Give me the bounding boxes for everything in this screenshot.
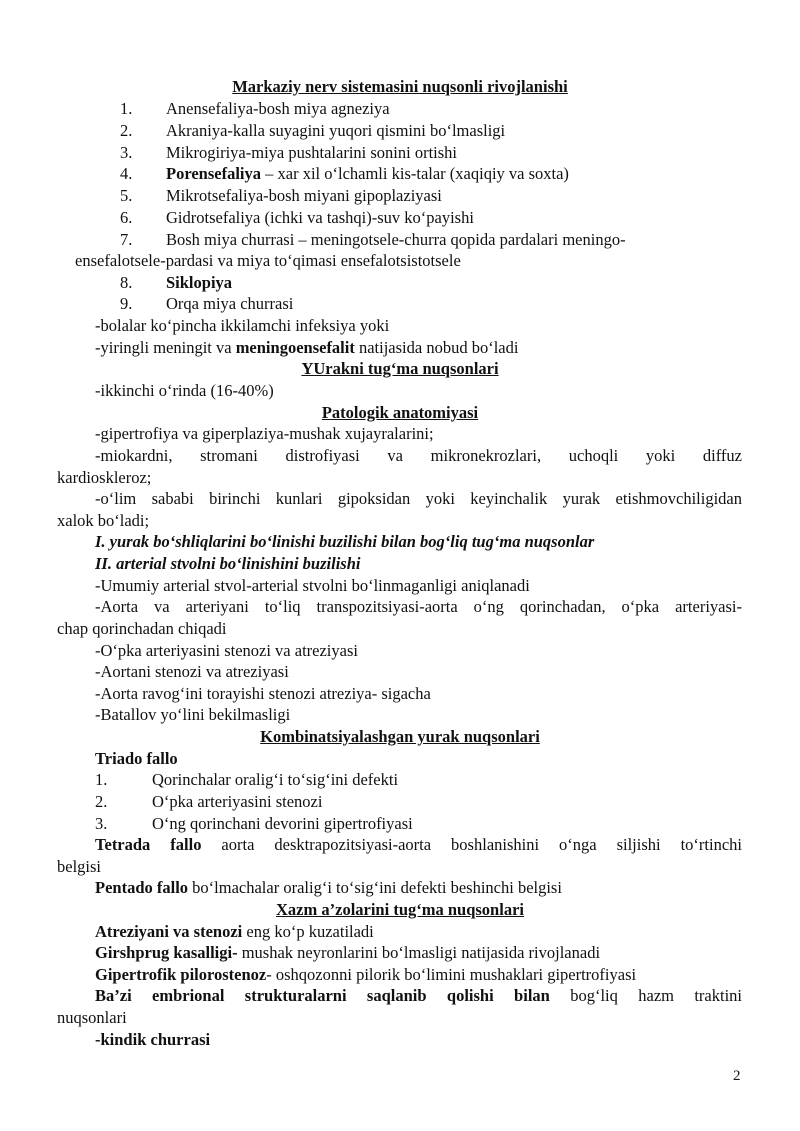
paragraph-continuation: xalok bo‘ladi; — [57, 511, 150, 530]
paragraph — [95, 878, 562, 898]
list-item: Gidrotsefaliya (ichki va tashqi)-suv ko‘payishi — [166, 208, 474, 227]
list-number: 1. — [95, 770, 108, 789]
paragraph: -kindik churrasi — [95, 1030, 211, 1049]
paragraph: -Umumiy arterial stvol-arterial stvolni bo‘linmaganligi aniqlanadi — [95, 576, 530, 595]
list-item-continuation: ensefalotsele-pardasi va miya to‘qimasi ensefalotsistotsele — [75, 251, 461, 270]
section-title-digestive: Xazm a’zolarini tug‘ma nuqsonlari — [276, 900, 524, 919]
section-title-cns: Markaziy nerv sistemasini nuqsonli rivojlanishi — [232, 77, 568, 96]
term-bold: Porensefaliya — [166, 164, 262, 183]
term-text: mushak neyronlarini bo‘lmasligi natijasida rivojlanadi — [237, 943, 601, 962]
heart-rank: -ikkinchi o‘rinda (16-40%) — [95, 381, 274, 400]
term-text: eng ko‘p kuzatiladi — [242, 922, 374, 941]
section-title-pathanat: Patologik anatomiyasi — [321, 403, 479, 422]
list-number: 1. — [120, 99, 133, 118]
paragraph: -Aorta ravog‘ini torayishi stenozi atreziya- sigacha — [95, 684, 431, 703]
subheading: Triado fallo — [95, 749, 178, 768]
term-bold: Pentado fallo — [95, 878, 189, 897]
paragraph: -Batallov yo‘lini bekilmasligi — [95, 705, 291, 724]
paragraph-continuation: belgisi — [57, 857, 101, 876]
note-text: -yiringli meningit va — [95, 338, 236, 357]
paragraph: -Aorta va arteriyani to‘liq transpozitsiyasi-aorta o‘ng qorinchadan, o‘pka arteriyasi- — [95, 597, 742, 616]
paragraph: -gipertrofiya va giperplaziya-mushak xujayralarini; — [95, 424, 434, 443]
list-number: 2. — [95, 792, 108, 811]
term-bold: Gipertrofik pilorostenoz — [95, 965, 267, 984]
list-number: 4. — [120, 164, 133, 183]
paragraph: -miokardni, stromani distrofiyasi va mikronekrozlari, uchoqli yoki diffuz — [95, 446, 742, 465]
paragraph-continuation: nuqsonlari — [57, 1008, 127, 1027]
term-bold: Girshprug kasalligi- — [95, 943, 238, 962]
term-text: - oshqozonni pilorik bo‘limini mushaklari gipertrofiyasi — [266, 965, 637, 984]
term-text: aorta desktrapozitsiyasi-aorta boshlanishini o‘nga siljishi to‘rtinchi — [201, 835, 742, 854]
list-number: 8. — [120, 273, 133, 292]
list-number: 2. — [120, 121, 133, 140]
list-item: Mikrotsefaliya-bosh miyani gipoplaziyasi — [166, 186, 442, 205]
list-number: 6. — [120, 208, 133, 227]
term-bold: Ba’zi embrional strukturalarni saqlanib qolishi bilan — [95, 986, 550, 1005]
note-bold: meningoensefalit — [235, 338, 355, 357]
paragraph — [95, 986, 742, 1006]
section-title-heart: YUrakni tug‘ma nuqsonlari — [301, 359, 499, 378]
paragraph — [95, 835, 742, 855]
list-number: 9. — [120, 294, 133, 313]
term-text: bog‘liq hazm traktini — [549, 986, 742, 1005]
list-item: Akraniya-kalla suyagini yuqori qismini bo‘lmasligi — [166, 121, 506, 140]
page-number: 2 — [733, 1068, 741, 1084]
list-item: Siklopiya — [166, 273, 233, 292]
list-number: 3. — [120, 143, 133, 162]
term-text: – xar xil o‘lchamli kis-talar (xaqiqiy va soxta) — [261, 164, 569, 183]
term-bold: Atreziyani va stenozi — [95, 922, 243, 941]
list-item: Qorinchalar oralig‘i to‘sig‘ini defekti — [152, 770, 399, 789]
term-bold: Tetrada fallo — [95, 835, 202, 854]
paragraph: -Aortani stenozi va atreziyasi — [95, 662, 289, 681]
paragraph — [95, 922, 374, 942]
list-item: O‘pka arteriyasini stenozi — [152, 792, 323, 811]
paragraph-continuation: chap qorinchadan chiqadi — [57, 619, 227, 638]
paragraph — [95, 943, 600, 963]
list-number: 3. — [95, 814, 108, 833]
term-text: bo‘lmachalar oralig‘i to‘sig‘ini defekti beshinchi belgisi — [188, 878, 562, 897]
list-item: Orqa miya churrasi — [166, 294, 294, 313]
paragraph-continuation: kardioskleroz; — [57, 468, 152, 487]
list-item — [166, 164, 569, 184]
list-item: O‘ng qorinchani devorini gipertrofiyasi — [152, 814, 413, 833]
paragraph: -O‘pka arteriyasini stenozi va atreziyasi — [95, 641, 358, 660]
paragraph: -o‘lim sababi birinchi kunlari gipoksidan yoki keyinchalik yurak etishmovchiligidan — [95, 489, 742, 508]
group-heading: I. yurak bo‘shliqlarini bo‘linishi buzilishi bilan bog‘liq tug‘ma nuqsonlar — [95, 532, 595, 551]
cns-note: -bolalar ko‘pincha ikkilamchi infeksiya yoki — [95, 316, 390, 335]
list-item: Bosh miya churrasi – meningotsele-churra qopida pardalari meningo- — [166, 230, 626, 249]
list-number: 7. — [120, 230, 133, 249]
group-heading: II. arterial stvolni bo‘linishini buzilishi — [95, 554, 361, 573]
note-text: natijasida nobud bo‘ladi — [354, 338, 519, 357]
list-item: Anensefaliya-bosh miya agneziya — [166, 99, 390, 118]
paragraph — [95, 965, 636, 985]
list-item: Mikrogiriya-miya pushtalarini sonini ortishi — [166, 143, 458, 162]
cns-note — [95, 338, 518, 358]
list-number: 5. — [120, 186, 133, 205]
section-title-combined: Kombinatsiyalashgan yurak nuqsonlari — [260, 727, 540, 746]
